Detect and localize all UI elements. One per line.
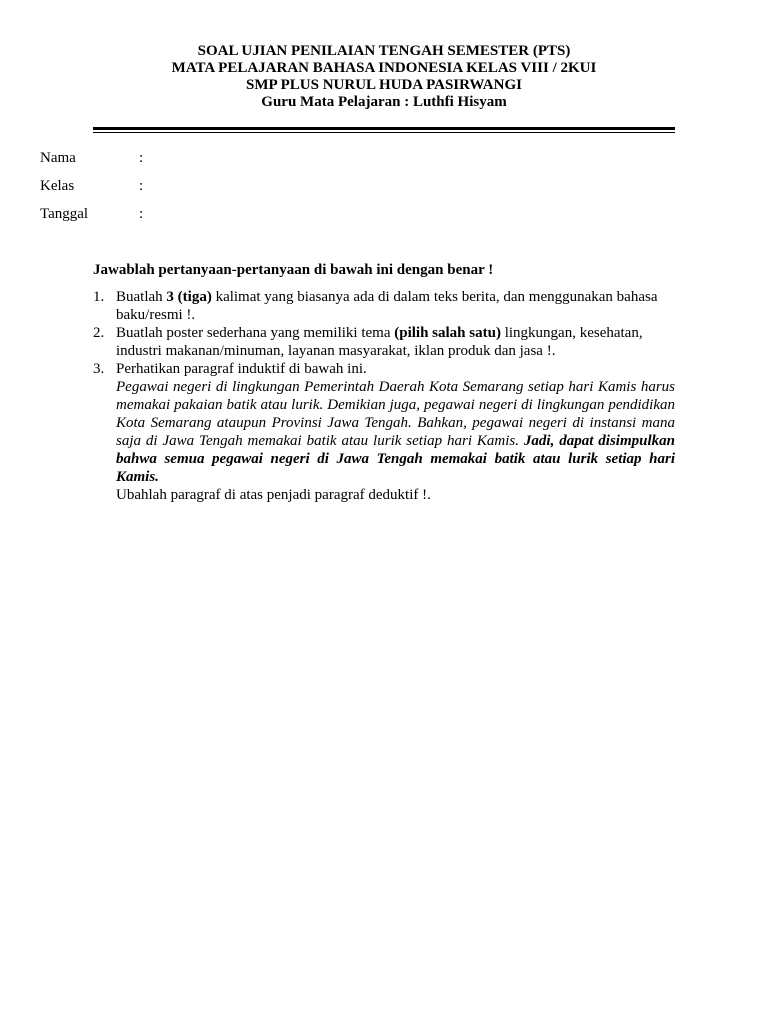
question-emphasis: (pilih salah satu)	[394, 325, 501, 341]
field-label: Nama	[40, 150, 76, 166]
exam-title: SOAL UJIAN PENILAIAN TENGAH SEMESTER (PTS)	[197, 43, 571, 59]
question-text-part: Buatlah	[116, 289, 167, 305]
question-intro: Perhatikan paragraf induktif di bawah ini.	[116, 361, 367, 377]
question-number: 2.	[93, 325, 105, 341]
paragraph-conclusion: Jadi, dapat disimpulkan bahwa semua pegawai negeri di Jawa Tengah memakai batik atau lurik setiap hari Kamis.	[116, 433, 675, 485]
question-text-part: kalimat yang biasanya ada di dalam teks berita, dan menggunakan bahasa baku/resmi !.	[116, 289, 658, 323]
inductive-paragraph	[116, 378, 675, 486]
question-text	[116, 325, 643, 359]
question-task: Ubahlah paragraf di atas penjadi paragraf deduktif !.	[116, 487, 431, 503]
field-colon: :	[139, 178, 144, 194]
question-text-part: lingkungan, kesehatan, industri makanan/minuman, layanan masyarakat, iklan produk dan jasa !.	[116, 325, 643, 359]
question-item	[93, 288, 675, 324]
header-divider-thick	[93, 127, 675, 130]
question-text-part: Buatlah poster sederhana yang memiliki tema	[116, 325, 395, 341]
school-name: SMP PLUS NURUL HUDA PASIRWANGI	[246, 77, 522, 93]
question-number: 1.	[93, 289, 105, 305]
instruction: Jawablah pertanyaan-pertanyaan di bawah ini dengan benar !	[93, 262, 494, 278]
document-header	[0, 43, 768, 111]
field-colon: :	[139, 206, 144, 222]
question-emphasis: 3 (tiga)	[166, 289, 212, 305]
question-item	[93, 324, 675, 360]
question-number: 3.	[93, 361, 105, 377]
field-label: Kelas	[40, 178, 75, 194]
question-text	[116, 289, 657, 323]
field-label: Tanggal	[40, 206, 89, 222]
header-divider-thin	[93, 132, 675, 133]
question-item	[93, 360, 675, 504]
question-list	[93, 288, 675, 504]
paragraph-body: Pegawai negeri di lingkungan Pemerintah Daerah Kota Semarang setiap hari Kamis harus memakai pakaian batik atau lurik. Demikian juga, pegawai negeri di lingkungan pendidikan Kota Semarang ataupun Provinsi Jawa Tengah. Bahkan, pegawai negeri di instansi mana saja di Jawa Tengah memakai batik atau lurik setiap hari Kamis.	[116, 379, 675, 449]
subject-title: MATA PELAJARAN BAHASA INDONESIA KELAS VIII / 2KUI	[171, 60, 597, 76]
teacher-name: Guru Mata Pelajaran : Luthfi Hisyam	[261, 94, 507, 110]
field-colon: :	[139, 150, 144, 166]
